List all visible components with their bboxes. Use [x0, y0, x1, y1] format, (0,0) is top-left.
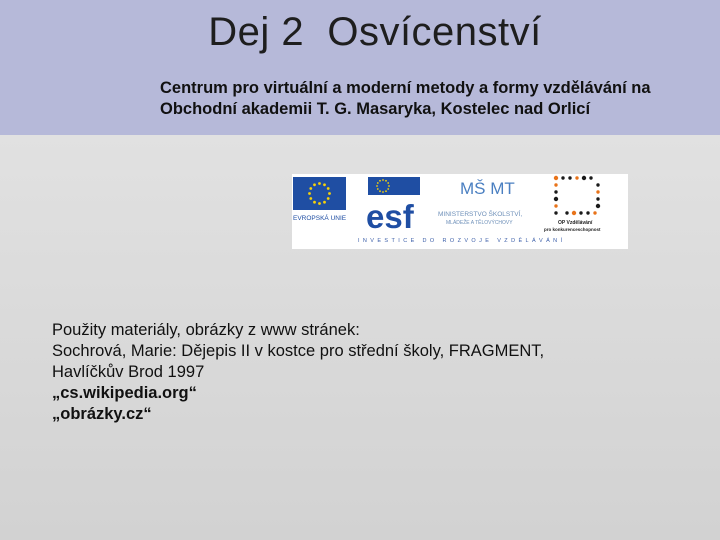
star-icon [328, 192, 331, 195]
star-icon [309, 197, 312, 200]
op-dot-icon [565, 211, 568, 214]
star-icon [313, 183, 316, 186]
subtitle-line-2: Obchodní akademii T. G. Masaryka, Kostelec nad Orlicí [160, 100, 591, 118]
star-icon [327, 197, 330, 200]
op-dot-icon [572, 211, 576, 215]
op-dot-icon [596, 204, 600, 208]
op-vzdelavani-logo-icon [544, 176, 601, 232]
logos-tagline: INVESTICE DO ROZVOJE VZDĚLÁVÁNÍ [358, 238, 566, 244]
star-icon [388, 185, 390, 187]
star-icon [309, 187, 312, 190]
subtitle-line-1: Centrum pro virtuální a moderní metody a formy vzdělávání na [160, 79, 651, 97]
source-wikipedia: „cs.wikipedia.org“ [52, 384, 197, 402]
star-icon [377, 182, 379, 184]
op-dot-icon [575, 176, 578, 179]
msmt-logo-icon [438, 179, 522, 226]
star-icon [387, 188, 389, 190]
op-dot-icon [596, 190, 599, 193]
op-dot-icon [582, 176, 586, 180]
op-dot-icon [561, 176, 564, 179]
op-dot-icon [554, 197, 558, 201]
source-obrazky: „obrázky.cz“ [52, 405, 152, 423]
star-icon [382, 179, 384, 181]
esf-logo-icon [366, 177, 420, 235]
op-dot-icon [568, 176, 571, 179]
star-icon [327, 187, 330, 190]
funding-logos-strip [292, 174, 628, 249]
op-dot-icon [554, 190, 557, 193]
op-dot-icon [586, 211, 589, 214]
op-dot-icon [554, 211, 557, 214]
sources-block [52, 320, 692, 425]
star-icon [313, 201, 316, 204]
star-icon [376, 185, 378, 187]
star-icon [377, 188, 379, 190]
msmt-caption-2: MLÁDEŽE A TĚLOVÝCHOVY [446, 220, 513, 226]
funding-logos [292, 174, 628, 249]
star-icon [385, 190, 387, 192]
op-dot-icon [554, 176, 558, 180]
op-dot-icon [589, 176, 592, 179]
op-caption-1: OP Vzdělávání [558, 220, 593, 226]
star-icon [318, 182, 321, 185]
esf-text: esf [366, 198, 414, 235]
star-icon [385, 180, 387, 182]
sources-intro: Použity materiály, obrázky z www stránek: [52, 321, 360, 339]
eu-flag-icon [293, 177, 347, 222]
msmt-caption-1: MINISTERSTVO ŠKOLSTVÍ, [438, 211, 523, 218]
star-icon [323, 201, 326, 204]
slide-title: Dej 2 Osvícenství [208, 10, 542, 54]
star-icon [379, 180, 381, 182]
op-dot-icon [596, 197, 599, 200]
star-icon [318, 202, 321, 205]
eu-caption: EVROPSKÁ UNIE [293, 215, 347, 222]
star-icon [323, 183, 326, 186]
op-dot-icon [596, 183, 599, 186]
star-icon [379, 190, 381, 192]
header-band [0, 0, 720, 135]
source-book: Sochrová, Marie: Dějepis II v kostce pro střední školy, FRAGMENT, [52, 342, 545, 360]
msmt-mark: MŠ MT [460, 179, 515, 198]
op-dot-icon [593, 211, 596, 214]
op-dot-icon [579, 211, 582, 214]
op-dot-icon [554, 204, 557, 207]
institution-subtitle [160, 78, 715, 120]
star-icon [382, 191, 384, 193]
op-dot-icon [554, 183, 557, 186]
star-icon [308, 192, 311, 195]
star-icon [387, 182, 389, 184]
source-book-publisher: Havlíčkův Brod 1997 [52, 363, 205, 381]
op-caption-2: pro konkurenceschopnost [544, 227, 601, 232]
